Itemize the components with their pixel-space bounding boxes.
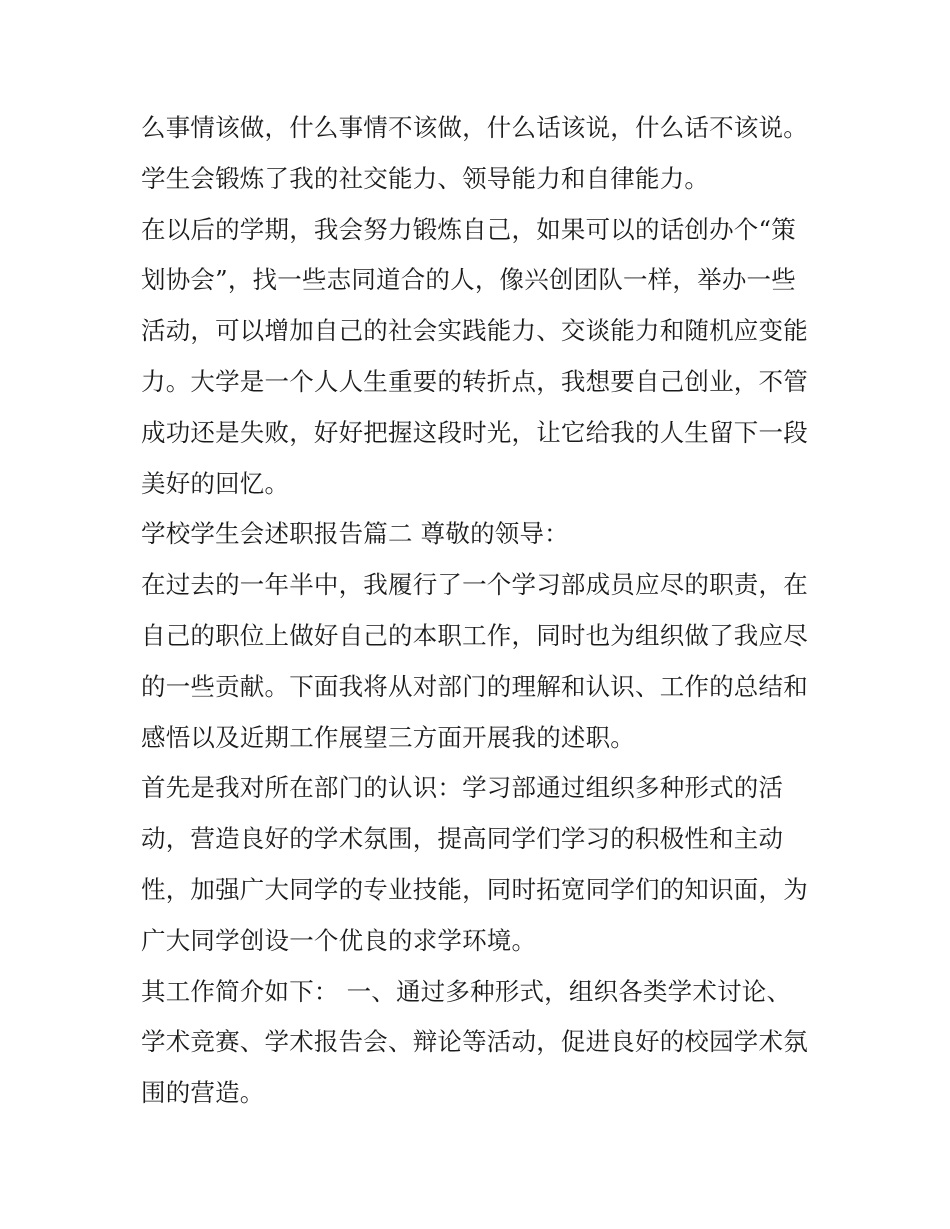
text-line: 在以后的学期，我会努力锻炼自己，如果可以的话创办个“策 <box>141 214 796 244</box>
document-body <box>141 103 821 1119</box>
text-line: 的一些贡献。下面我将从对部门的理解和认识、工作的总结和 <box>141 671 808 701</box>
text-line: 力。大学是一个人人生重要的转折点，我想要自己创业，不管 <box>141 366 808 396</box>
text-line: 么事情该做，什么事情不该做，什么话该说，什么话不该说。 <box>141 113 808 142</box>
text-line: 在过去的一年半中，我履行了一个学习部成员应尽的职责，在 <box>141 570 808 600</box>
text-line: 首先是我对所在部门的认识：学习部通过组织多种形式的活 <box>141 773 784 803</box>
text-line: 成功还是失败，好好把握这段时光，让它给我的人生留下一段 <box>141 417 808 447</box>
text-line: 感悟以及近期工作展望三方面开展我的述职。 <box>141 722 635 752</box>
text-line: 划协会”，找一些志同道合的人，像兴创团队一样，举办一些 <box>141 265 796 295</box>
text-line: 其工作简介如下： 一、通过多种形式，组织各类学术讨论、 <box>141 976 792 1006</box>
section-heading-line: 学校学生会述职报告篇二 尊敬的领导： <box>141 519 569 549</box>
text-line: 围的营造。 <box>141 1078 265 1108</box>
text-line: 自己的职位上做好自己的本职工作，同时也为组织做了我应尽 <box>141 620 808 650</box>
text-line: 性，加强广大同学的专业技能，同时拓宽同学们的知识面，为 <box>141 874 808 904</box>
text-line: 活动，可以增加自己的社会实践能力、交谈能力和随机应变能 <box>141 316 808 346</box>
text-line: 动，营造良好的学术氛围，提高同学们学习的积极性和主动 <box>141 824 784 854</box>
text-line: 广大同学创设一个优良的求学环境。 <box>141 925 537 955</box>
text-line: 学生会锻炼了我的社交能力、领导能力和自律能力。 <box>141 163 710 193</box>
text-line: 美好的回忆。 <box>141 468 290 498</box>
text-line: 学术竞赛、学术报告会、辩论等活动，促进良好的校园学术氛 <box>141 1027 808 1057</box>
